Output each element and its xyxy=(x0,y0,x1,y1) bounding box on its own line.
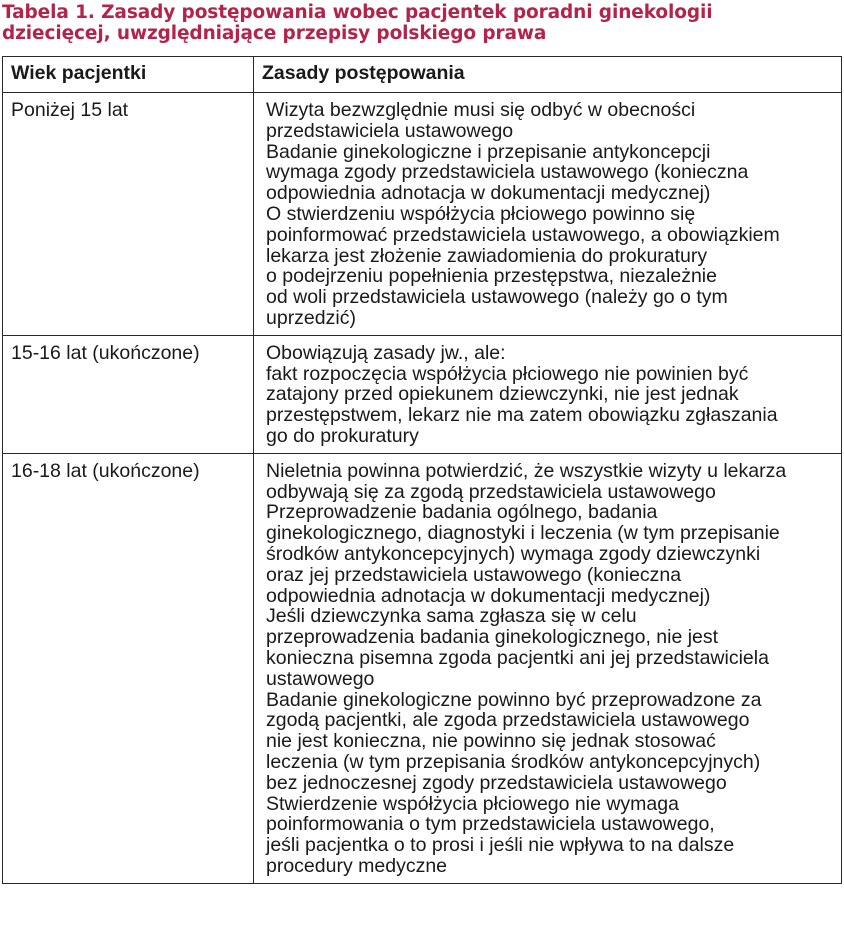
rule-line: bez jednoczesnej zgody przedstawiciela ustawowego xyxy=(266,771,727,794)
rule-line: poinformować przedstawiciela ustawowego, a obowiązkiem xyxy=(266,223,780,246)
rule-line: procedury medyczne xyxy=(266,854,448,877)
table-row xyxy=(3,93,842,336)
rule-line: o podejrzeniu popełnienia przestępstwa, niezależnie xyxy=(266,265,717,288)
rule-line: środków antykoncepcyjnych) wymaga zgody dziewczynki xyxy=(266,542,761,565)
rule-line: Badanie ginekologiczne i przepisanie antykoncepcji xyxy=(266,140,711,163)
table-row xyxy=(3,335,842,453)
table-row xyxy=(3,453,842,883)
table-caption xyxy=(2,2,822,44)
rule-line: konieczna pisemna zgoda pacjentki ani jej przedstawiciela xyxy=(266,646,769,669)
age-cell: 15-16 lat (ukończone) xyxy=(3,335,254,453)
age-cell: 16-18 lat (ukończone) xyxy=(3,453,254,883)
rule-line: nie jest konieczna, nie powinno się jednak stosować xyxy=(266,730,716,753)
rules-cell xyxy=(254,335,842,453)
rule-line: Przeprowadzenie badania ogólnego, badania xyxy=(266,501,658,524)
rule-line: jeśli pacjentka o to prosi i jeśli nie wpływa to na dalsze xyxy=(266,834,735,857)
rule-line: oraz jej przedstawiciela ustawowego (konieczna xyxy=(266,563,682,586)
rule-line: ustawowego xyxy=(266,667,375,690)
rule-line: odpowiednia adnotacja w dokumentacji medycznej) xyxy=(266,182,711,205)
rule-line: Obowiązują zasady jw., ale: xyxy=(266,341,506,364)
rule-line: Jeśli dziewczynka sama zgłasza się w celu xyxy=(266,605,637,628)
rule-line: go do prokuratury xyxy=(266,424,419,447)
rule-line: zgodą pacjentki, ale zgoda przedstawiciela ustawowego xyxy=(266,709,750,732)
header-rules: Zasady postępowania xyxy=(254,57,842,93)
caption-line: Tabela 1. Zasady postępowania wobec pacjentek poradni ginekologii xyxy=(2,2,713,23)
rule-line: fakt rozpoczęcia współżycia płciowego nie powinien być xyxy=(266,362,749,385)
rule-line: ginekologicznego, diagnostyki i leczenia (w tym przepisanie xyxy=(266,522,780,545)
caption-line: dziecięcej, uwzględniające przepisy polskiego prawa xyxy=(2,23,547,44)
age-cell: Poniżej 15 lat xyxy=(3,93,254,336)
rules-cell xyxy=(254,93,842,336)
rule-line: Nieletnia powinna potwierdzić, że wszystkie wizyty u lekarza xyxy=(266,459,787,482)
rule-line: zatajony przed opiekunem dziewczynki, nie jest jednak xyxy=(266,383,739,406)
rule-line: uprzedzić) xyxy=(266,306,356,329)
rule-line: Stwierdzenie współżycia płciowego nie wymaga xyxy=(266,792,679,815)
rule-line: lekarza jest złożenie zawiadomienia do prokuratury xyxy=(266,244,708,267)
rule-line: wymaga zgody przedstawiciela ustawowego (konieczna xyxy=(266,161,749,184)
rule-line: przedstawiciela ustawowego xyxy=(266,119,514,142)
rule-line: przestępstwem, lekarz nie ma zatem obowiązku zgłaszania xyxy=(266,404,778,427)
rule-line: leczenia (w tym przepisania środków antykoncepcyjnych) xyxy=(266,750,761,773)
rule-line: Badanie ginekologiczne powinno być przeprowadzone za xyxy=(266,688,762,711)
rule-line: od woli przedstawiciela ustawowego (należy go o tym xyxy=(266,286,728,309)
rule-line: Wizyta bezwzględnie musi się odbyć w obecności xyxy=(266,99,696,121)
header-age: Wiek pacjentki xyxy=(3,57,254,93)
rule-line: O stwierdzeniu współżycia płciowego powinno się xyxy=(266,202,696,225)
rules-table xyxy=(2,56,842,884)
table-header-row xyxy=(3,57,842,93)
rule-line: poinformowania o tym przedstawiciela ustawowego, xyxy=(266,813,715,836)
rules-cell xyxy=(254,453,842,883)
rule-line: przeprowadzenia badania ginekologicznego, nie jest xyxy=(266,626,719,649)
rule-line: odbywają się za zgodą przedstawiciela ustawowego xyxy=(266,480,716,503)
rule-line: odpowiednia adnotacja w dokumentacji medycznej) xyxy=(266,584,711,607)
